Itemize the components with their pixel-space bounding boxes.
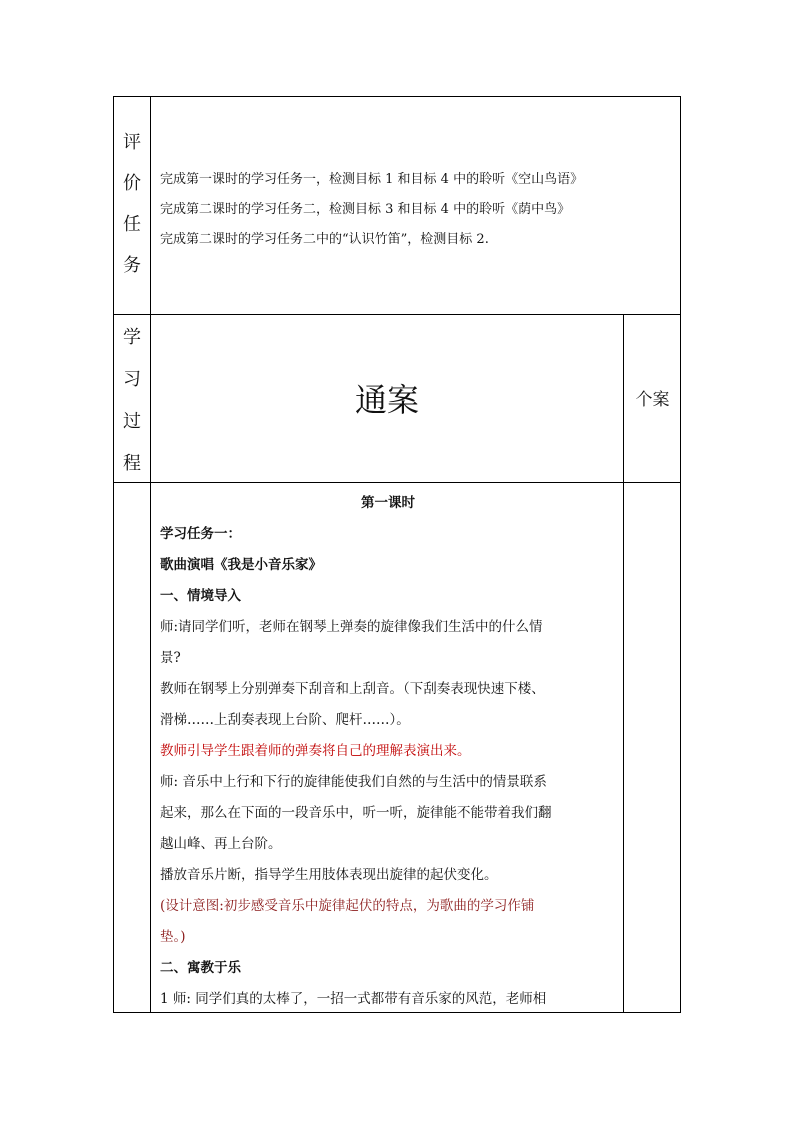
evaluation-line: 完成第二课时的学习任务二中的“认识竹笛”，检测目标 2. (160, 232, 489, 247)
highlighted-paragraph: 教师引导学生跟着师的弹奏将自己的理解表演出来。 (160, 743, 471, 759)
common-plan-header: 通案 (354, 381, 419, 419)
design-intent-line: 垫。) (160, 929, 186, 945)
paragraph-line: 越山峰、再上台阶。 (160, 836, 282, 852)
task-heading: 学习任务一： (160, 526, 241, 542)
paragraph-line: 景? (160, 650, 181, 666)
table-right-border (680, 96, 681, 1013)
paragraph-line: 师: 音乐中上行和下行的旋律能使我们自然的与生活中的情景联系 (160, 774, 547, 790)
evaluation-task-label: 评 价 任 务 (123, 132, 141, 276)
paragraph-line: 滑梯……上刮奏表现上台阶、爬杆……）。 (160, 712, 410, 728)
evaluation-line: 完成第二课时的学习任务二，检测目标 3 和目标 4 中的聆听《荫中鸟》 (160, 202, 571, 217)
row-divider-2 (113, 482, 681, 483)
evaluation-task-content (160, 165, 680, 255)
evaluation-line: 完成第一课时的学习任务一，检测目标 1 和目标 4 中的聆听《空山鸟语》 (160, 172, 584, 187)
lesson-content (160, 488, 616, 1015)
learning-process-label: 学 习 过 程 (123, 327, 141, 474)
table-top-border (113, 96, 681, 97)
design-intent-line: (设计意图:初步感受音乐中旋律起伏的特点，为歌曲的学习作铺 (160, 898, 535, 914)
song-heading: 歌曲演唱《我是小音乐家》 (160, 557, 322, 573)
lesson-title: 第一课时 (361, 495, 415, 511)
paragraph-line: 师:请同学们听，老师在钢琴上弹奏的旋律像我们生活中的什么情 (160, 619, 543, 635)
row-divider-1 (113, 314, 681, 315)
paragraph-line: 1 师: 同学们真的太棒了，一招一式都带有音乐家的风范，老师相 (160, 991, 547, 1007)
paragraph-line: 播放音乐片断，指导学生用肢体表现出旋律的起伏变化。 (160, 867, 498, 883)
paragraph-line: 教师在钢琴上分别弹奏下刮音和上刮音。（下刮奏表现快速下楼、 (160, 681, 545, 697)
label-column-divider (150, 96, 151, 1013)
section-heading-intro: 一、情境导入 (160, 588, 241, 604)
paragraph-line: 起来，那么在下面的一段音乐中，听一听，旋律能不能带着我们翻 (160, 805, 552, 821)
section-heading-fun: 二、寓教于乐 (160, 960, 241, 976)
individual-plan-header: 个案 (635, 390, 670, 410)
individual-column-divider (623, 314, 624, 1013)
